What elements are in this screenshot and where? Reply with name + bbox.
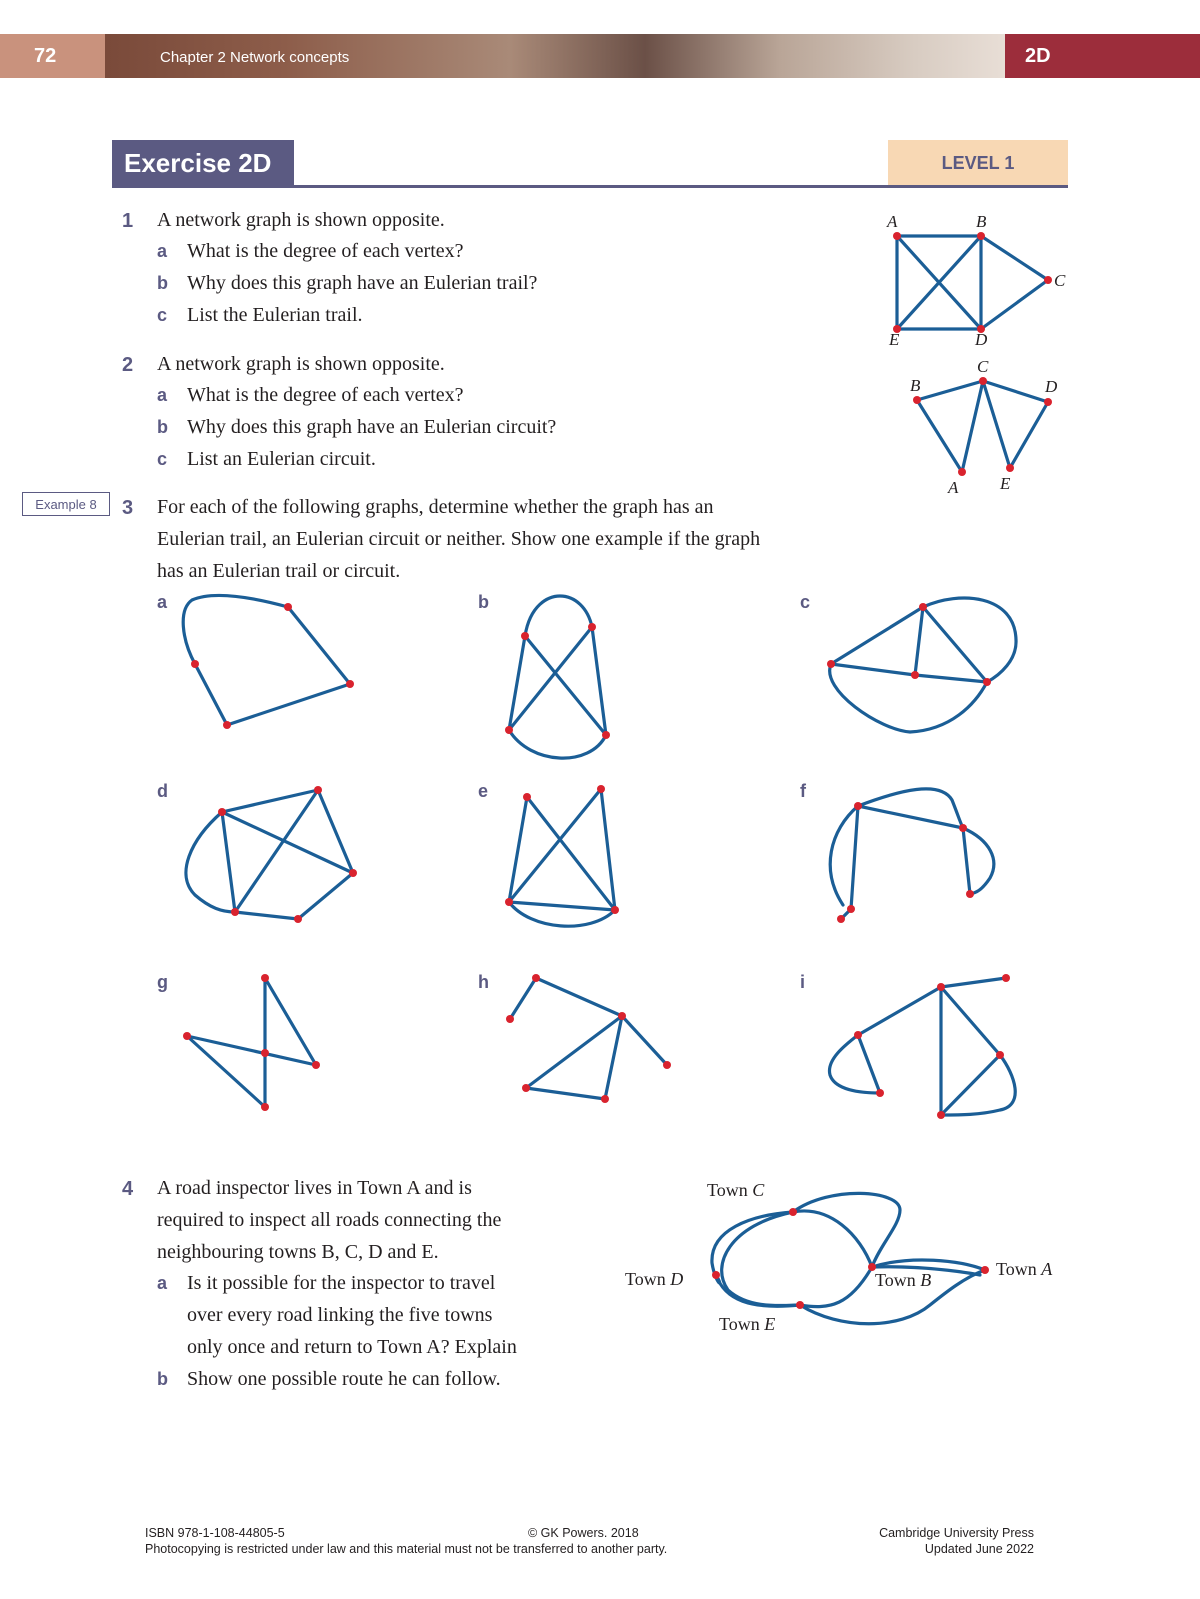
graph-vertex	[312, 1061, 320, 1069]
graph-vertex	[937, 983, 945, 991]
graph-edge	[830, 598, 1016, 732]
q3-line-1: For each of the following graphs, determine whether the graph has an	[157, 496, 714, 518]
q2-label-e: E	[1000, 474, 1011, 493]
graph-label-b: b	[478, 592, 489, 612]
part-text: Why does this graph have an Eulerian circuit?	[187, 416, 557, 438]
graph-edge	[186, 790, 353, 919]
graph-vertex	[183, 1032, 191, 1040]
graph-vertex	[346, 680, 354, 688]
town-d-vertex	[712, 1271, 720, 1279]
graph-vertex	[505, 898, 513, 906]
graph-vertex	[827, 660, 835, 668]
part-letter: c	[157, 449, 168, 469]
graph-d	[186, 786, 357, 923]
town-b-label: Town B	[875, 1270, 932, 1290]
town-e-label: Town E	[719, 1314, 776, 1334]
q4-number: 4	[122, 1178, 134, 1200]
q3-number: 3	[122, 497, 134, 519]
graph-label-h: h	[478, 972, 489, 992]
graph-vertex	[611, 906, 619, 914]
exercise-title: Exercise 2D	[112, 140, 294, 186]
q1-label-a: A	[887, 212, 898, 231]
graph-vertex	[847, 905, 855, 913]
part-text: Why does this graph have an Eulerian trail?	[187, 272, 538, 294]
q2-number: 2	[122, 354, 134, 376]
q4-part-a-3: only once and return to Town A? Explain	[187, 1336, 517, 1358]
graph-label-g: g	[157, 972, 168, 992]
q1-label-b: B	[976, 212, 987, 231]
graph-vertex	[1002, 974, 1010, 982]
graph-edge	[712, 1212, 793, 1283]
q4-line-2: required to inspect all roads connecting the	[157, 1209, 502, 1231]
graph-vertex	[966, 890, 974, 898]
part-letter: a	[157, 241, 168, 261]
q3-line-3: has an Eulerian trail or circuit.	[157, 560, 401, 582]
part-letter: b	[157, 273, 168, 293]
q4-line-3: neighbouring towns B, C, D and E.	[157, 1241, 439, 1263]
footer-isbn: ISBN 978-1-108-44805-5	[145, 1526, 285, 1540]
q2-text: A network graph is shown opposite.	[157, 353, 445, 375]
footer-publisher: Cambridge University Press	[879, 1526, 1034, 1540]
q4-town-graph	[600, 1165, 1080, 1355]
part-letter: b	[157, 417, 168, 437]
graph-edge	[722, 1211, 872, 1307]
part-letter: a	[157, 385, 168, 405]
town-c-vertex	[789, 1208, 797, 1216]
footer-notice: Photocopying is restricted under law and this material must not be transferred to another party.	[145, 1542, 668, 1556]
graph-label-e: e	[478, 781, 489, 801]
graph-vertex	[854, 802, 862, 810]
chapter-title: Chapter 2 Network concepts	[160, 49, 350, 66]
graph-edge	[509, 596, 606, 758]
q4-part-a-2: over every road linking the five towns	[187, 1304, 493, 1326]
graph-vertex	[597, 785, 605, 793]
graph-vertex	[602, 731, 610, 739]
graph-vertex	[261, 974, 269, 982]
graph-vertex	[521, 632, 529, 640]
graph-vertex	[223, 721, 231, 729]
graph-vertex	[261, 1103, 269, 1111]
graph-e	[505, 785, 619, 926]
graph-g	[183, 974, 320, 1111]
graph-vertex	[601, 1095, 609, 1103]
graph-vertex	[996, 1051, 1004, 1059]
graph-vertex	[261, 1049, 269, 1057]
graph-vertex	[911, 671, 919, 679]
graph-edge	[183, 595, 350, 725]
graph-vertex	[937, 1111, 945, 1119]
graph-vertex	[522, 1084, 530, 1092]
graph-vertex	[218, 808, 226, 816]
graph-vertex	[349, 869, 357, 877]
graph-edge	[829, 978, 1015, 1115]
graph-label-f: f	[800, 781, 806, 801]
page-number: 72	[0, 34, 105, 78]
graph-vertex	[191, 660, 199, 668]
footer-updated: Updated June 2022	[924, 1542, 1034, 1556]
graph-edge	[187, 978, 316, 1107]
graph-vertex	[919, 603, 927, 611]
town-a-label: Town A	[996, 1259, 1053, 1279]
graph-i	[829, 974, 1015, 1119]
q4-line-1: A road inspector lives in Town A and is	[157, 1177, 472, 1199]
graph-vertex	[505, 726, 513, 734]
graph-vertex	[284, 603, 292, 611]
graph-f	[830, 789, 994, 923]
town-c-label: Town C	[707, 1180, 765, 1200]
part-letter: c	[157, 305, 168, 325]
graph-vertex	[314, 786, 322, 794]
part-text: Is it possible for the inspector to travel	[187, 1272, 496, 1294]
graph-vertex	[523, 793, 531, 801]
q1-label-d: D	[975, 330, 988, 349]
graph-label-a: a	[157, 592, 168, 612]
graph-h	[506, 974, 671, 1103]
graph-vertex	[618, 1012, 626, 1020]
graph-vertex	[876, 1089, 884, 1097]
part-text: List an Eulerian circuit.	[187, 448, 376, 470]
q3-line-2: Eulerian trail, an Eulerian circuit or neither. Show one example if the graph	[157, 528, 761, 550]
q2-label-d: D	[1045, 377, 1058, 396]
q2-label-b: B	[910, 376, 921, 395]
part-text: List the Eulerian trail.	[187, 304, 363, 326]
graph-vertex	[663, 1061, 671, 1069]
graph-b	[505, 596, 610, 758]
graph-vertex	[837, 915, 845, 923]
q2-label-c: C	[977, 357, 989, 376]
part-text: What is the degree of each vertex?	[187, 384, 464, 406]
q1-label-e: E	[889, 330, 900, 349]
graph-label-i: i	[800, 972, 806, 992]
graph-vertex	[959, 824, 967, 832]
q1-text: A network graph is shown opposite.	[157, 209, 445, 231]
town-d-label: Town D	[625, 1269, 684, 1289]
part-text: Show one possible route he can follow.	[187, 1368, 501, 1390]
graph-label-c: c	[800, 592, 811, 612]
graph-label-d: d	[157, 781, 168, 801]
graph-vertex	[588, 623, 596, 631]
graph-vertex	[231, 908, 239, 916]
graph-vertex	[294, 915, 302, 923]
q1-label-c: C	[1054, 271, 1066, 290]
graph-edge	[830, 789, 994, 919]
graph-a	[183, 595, 354, 729]
q1-number: 1	[122, 210, 134, 232]
example-link[interactable]: Example 8	[22, 492, 110, 516]
graph-vertex	[983, 678, 991, 686]
part-text: What is the degree of each vertex?	[187, 240, 464, 262]
graph-vertex	[532, 974, 540, 982]
part-letter: a	[157, 1273, 168, 1293]
q4-part-a-1	[157, 1272, 495, 1295]
town-e-vertex	[796, 1301, 804, 1309]
graph-edge	[509, 789, 615, 926]
section-badge: 2D	[1005, 34, 1200, 78]
q4-part-b	[157, 1368, 501, 1391]
graph-edge	[510, 978, 667, 1099]
part-letter: b	[157, 1369, 168, 1389]
graph-vertex	[854, 1031, 862, 1039]
graph-c	[827, 598, 1016, 732]
level-badge: LEVEL 1	[888, 140, 1068, 185]
graph-vertex	[506, 1015, 514, 1023]
footer-copyright: © GK Powers. 2018	[528, 1526, 639, 1540]
town-a-vertex	[981, 1266, 989, 1274]
q2-label-a: A	[948, 478, 959, 497]
